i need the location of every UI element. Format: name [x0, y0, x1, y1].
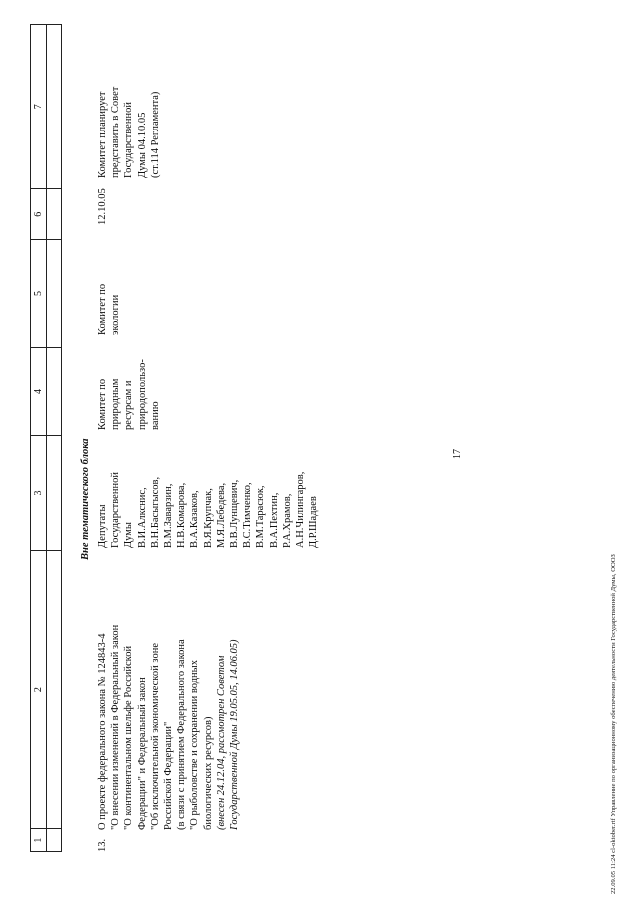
initiator-line: В.И.Алкснис, — [136, 487, 148, 548]
bill-status-line: (внесен 24.12.04, рассмотрен Советом — [215, 655, 227, 830]
initiator-line: В.В.Лунщевич, — [229, 479, 241, 548]
note-line: Государственной — [123, 102, 135, 178]
committee-line: ванию — [149, 401, 161, 430]
bill-line: "Об исключительной экономической зоне — [149, 643, 161, 830]
initiator-line: Р.А.Храмов, — [281, 493, 293, 548]
note-line: (ст.114 Регламента) — [149, 91, 161, 178]
footer: 22.09.05 11:24 cl-oktober.rtf Управление по организационному обеспечению деятельности Государственной Думы, ОООЗ — [610, 554, 617, 894]
initiator-line: В.А.Пехтин, — [268, 492, 280, 548]
notes — [96, 8, 162, 178]
bill-line: О проекте федерального закона № 124843-4 — [97, 633, 108, 830]
initiator-line: В.А.Казаков, — [189, 490, 201, 548]
col-header-6: 6 — [31, 189, 47, 240]
initiator-line: Думы — [123, 522, 135, 548]
note-line: Комитет планирует — [97, 91, 108, 178]
bill-line: Российской Федерации" — [163, 721, 175, 830]
committee-line: Комитет по — [97, 378, 108, 430]
bill-line: "О внесении изменений в Федеральный закон — [110, 624, 122, 830]
bill-description — [96, 550, 241, 830]
col-header-4: 4 — [31, 347, 47, 435]
note-line: представить в Совет — [110, 86, 122, 178]
initiator-line: В.С.Тимченко, — [242, 482, 254, 548]
responsible-committee — [96, 340, 162, 430]
initiator-line: М.Я.Лебедева, — [215, 482, 227, 548]
col-header-5: 5 — [31, 239, 47, 347]
initiator-line: Государственной — [110, 472, 122, 548]
col-header-2: 2 — [31, 550, 47, 828]
row-number: 13. — [97, 838, 108, 852]
committee-line: природным — [110, 378, 122, 430]
initiator-line: Н.В.Комарова, — [176, 482, 188, 548]
note-line: Думы 04.10.05 — [136, 112, 148, 178]
committee-line: природопользо- — [136, 359, 148, 430]
bill-line: Федерации" и Федеральный закон — [136, 677, 148, 830]
initiator-line: Д.Р.Шадаев — [308, 496, 320, 548]
page-number: 17 — [452, 449, 463, 459]
table-header — [30, 24, 62, 852]
initiator-line: А.Н.Чилингаров, — [295, 471, 307, 548]
section-title: Вне тематического блока — [80, 438, 91, 560]
committee-line: ресурсам и — [123, 380, 135, 430]
initiator-line: В.Н.Басыгысов, — [149, 476, 161, 548]
bill-line: "О континентальном шельфе Российской — [123, 645, 135, 830]
bill-status-line: Государственной Думы 19.05.05, 14.06.05) — [229, 639, 241, 830]
co-committee-line: Комитет по — [97, 283, 108, 335]
col-header-1: 1 — [31, 829, 47, 852]
initiator-line: Депутаты — [97, 504, 108, 548]
bill-line: (в связи с принятием Федерального закона — [176, 639, 188, 830]
initiator-line: В.М.Тарасюк, — [255, 485, 267, 548]
initiator-line: В.М.Заварзин, — [163, 483, 175, 548]
date: 12.10.05 — [97, 188, 108, 225]
initiators — [96, 430, 320, 548]
bill-line: "О рыболовстве и сохранении водных — [189, 660, 201, 830]
initiator-line: В.Я.Крупчак, — [202, 488, 214, 548]
col-header-3: 3 — [31, 436, 47, 551]
co-committee-line: экологии — [110, 294, 122, 335]
co-committee — [96, 235, 122, 335]
bill-line: биологических ресурсов) — [202, 716, 214, 830]
col-header-7: 7 — [31, 25, 47, 189]
